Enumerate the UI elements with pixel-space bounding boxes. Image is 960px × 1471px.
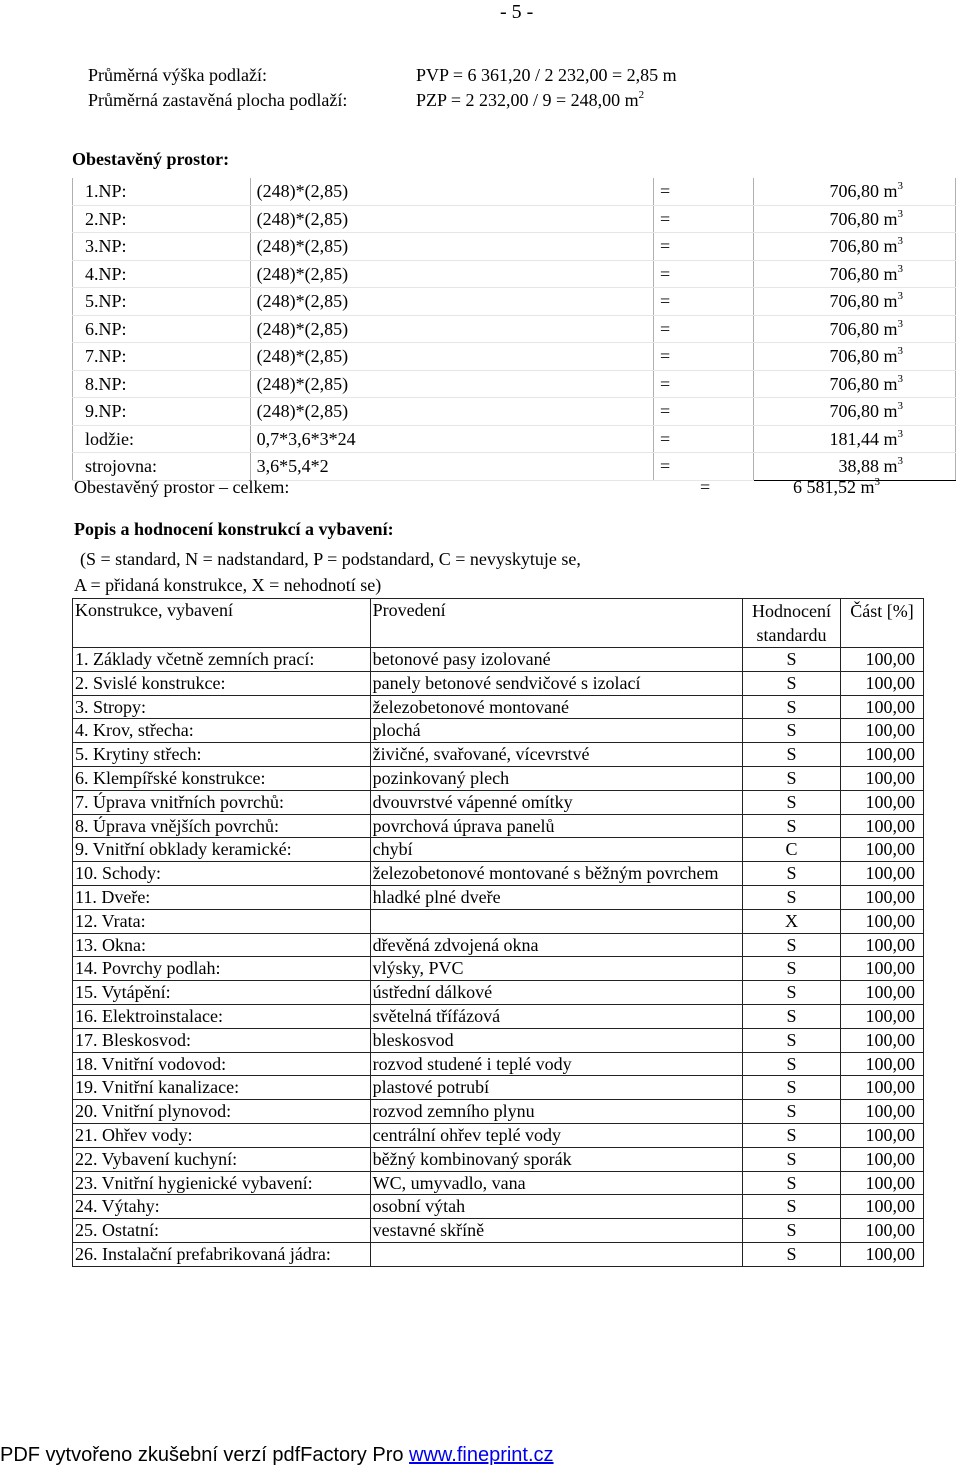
construction-rating: S <box>743 1123 841 1147</box>
construction-row <box>73 909 924 933</box>
construction-rating: S <box>743 671 841 695</box>
volume-row-name: lodžie: <box>73 425 251 453</box>
construction-share: 100,00 <box>841 1076 924 1100</box>
construction-share: 100,00 <box>841 1028 924 1052</box>
construction-share: 100,00 <box>841 695 924 719</box>
volume-row-name: 5.NP: <box>73 288 251 316</box>
construction-item: 26. Instalační prefabrikovaná jádra: <box>73 1242 371 1266</box>
volume-row-formula: (248)*(2,85) <box>250 398 653 426</box>
construction-rating: S <box>743 1242 841 1266</box>
construction-share: 100,00 <box>841 1123 924 1147</box>
volume-row-formula: (248)*(2,85) <box>250 205 653 233</box>
construction-rating: S <box>743 695 841 719</box>
volume-row-eq: = <box>653 205 753 233</box>
construction-rating: S <box>743 648 841 672</box>
volume-row-formula: (248)*(2,85) <box>250 288 653 316</box>
avg-area-label: Průměrná zastavěná plocha podlaží: <box>88 90 348 110</box>
construction-item: 7. Úprava vnitřních povrchů: <box>73 790 371 814</box>
volume-row-value: 706,80 $m^3$ <box>754 398 956 426</box>
construction-row <box>73 1147 924 1171</box>
volume-total-label: Obestavěný prostor – celkem: <box>74 477 290 497</box>
volume-row-name: 6.NP: <box>73 315 251 343</box>
volume-row-value: 706,80 $m^3$ <box>754 260 956 288</box>
construction-share: 100,00 <box>841 790 924 814</box>
construction-execution <box>370 909 742 933</box>
volume-row-name: 8.NP: <box>73 370 251 398</box>
construction-rating: S <box>743 1004 841 1028</box>
construction-row <box>73 695 924 719</box>
construction-share: 100,00 <box>841 981 924 1005</box>
construction-rating: S <box>743 1052 841 1076</box>
construction-row <box>73 1004 924 1028</box>
construction-execution: plochá <box>370 719 742 743</box>
construction-item: 25. Ostatní: <box>73 1219 371 1243</box>
construction-share: 100,00 <box>841 719 924 743</box>
construction-legend-1: (S = standard, N = nadstandard, P = podstandard, C = nevyskytuje se, <box>80 549 581 569</box>
construction-execution: plastové potrubí <box>370 1076 742 1100</box>
volume-row-eq: = <box>653 178 753 205</box>
volume-row <box>73 288 956 316</box>
volume-row-formula: (248)*(2,85) <box>250 315 653 343</box>
volume-row-value: 706,80 $m^3$ <box>754 288 956 316</box>
volume-row-name: 9.NP: <box>73 398 251 426</box>
volume-row <box>73 178 956 205</box>
volume-row-value: 706,80 $m^3$ <box>754 205 956 233</box>
construction-row <box>73 1100 924 1124</box>
construction-heading: Popis a hodnocení konstrukcí a vybavení: <box>74 519 394 539</box>
construction-row <box>73 766 924 790</box>
construction-execution: rozvod studené i teplé vody <box>370 1052 742 1076</box>
construction-item: 16. Elektroinstalace: <box>73 1004 371 1028</box>
construction-item: 2. Svislé konstrukce: <box>73 671 371 695</box>
footer-link[interactable]: www.fineprint.cz <box>409 1444 554 1466</box>
construction-rating: S <box>743 719 841 743</box>
construction-execution: dvouvrstvé vápenné omítky <box>370 790 742 814</box>
volume-row-eq: = <box>653 343 753 371</box>
construction-rating: S <box>743 862 841 886</box>
construction-rating: X <box>743 909 841 933</box>
volume-heading: Obestavěný prostor: <box>72 149 230 169</box>
construction-rating: S <box>743 957 841 981</box>
construction-share: 100,00 <box>841 909 924 933</box>
construction-item: 13. Okna: <box>73 933 371 957</box>
construction-execution: běžný kombinovaný sporák <box>370 1147 742 1171</box>
construction-execution: živičné, svařované, vícevrstvé <box>370 743 742 767</box>
construction-share: 100,00 <box>841 743 924 767</box>
construction-item: 10. Schody: <box>73 862 371 886</box>
avg-height-formula: PVP = 6 361,20 / 2 232,00 = 2,85 m <box>416 65 677 85</box>
construction-execution: bleskosvod <box>370 1028 742 1052</box>
header-share: Část [%] <box>841 599 924 648</box>
avg-area-formula: PZP = 2 232,00 / 9 = 248,00 $m^2$ <box>416 89 645 110</box>
construction-execution: železobetonové montované <box>370 695 742 719</box>
volume-row-formula: 3,6*5,4*2 <box>250 453 653 481</box>
header-construction: Konstrukce, vybavení <box>73 599 371 648</box>
volume-row-eq: = <box>653 425 753 453</box>
volume-row-formula: (248)*(2,85) <box>250 370 653 398</box>
construction-row <box>73 1123 924 1147</box>
construction-legend-2: A = přidaná konstrukce, X = nehodnotí se) <box>74 575 382 595</box>
volume-row <box>73 453 956 481</box>
construction-execution: povrchová úprava panelů <box>370 814 742 838</box>
construction-share: 100,00 <box>841 885 924 909</box>
construction-row <box>73 957 924 981</box>
construction-item: 8. Úprava vnějších povrchů: <box>73 814 371 838</box>
construction-table <box>72 598 924 1267</box>
volume-total-value: 6 581,52 $m^3$ <box>793 476 881 497</box>
volume-row-name: 1.NP: <box>73 178 251 205</box>
volume-row <box>73 205 956 233</box>
construction-rating: S <box>743 1195 841 1219</box>
construction-rating: S <box>743 1171 841 1195</box>
volume-row-value: 181,44 $m^3$ <box>754 425 956 453</box>
volume-row-name: 3.NP: <box>73 233 251 261</box>
construction-execution: světelná třífázová <box>370 1004 742 1028</box>
volume-row <box>73 398 956 426</box>
construction-execution: osobní výtah <box>370 1195 742 1219</box>
volume-row-eq: = <box>653 233 753 261</box>
construction-row <box>73 838 924 862</box>
construction-rating: S <box>743 1100 841 1124</box>
construction-share: 100,00 <box>841 814 924 838</box>
construction-rating: S <box>743 743 841 767</box>
construction-execution: rozvod zemního plynu <box>370 1100 742 1124</box>
construction-share: 100,00 <box>841 838 924 862</box>
volume-row-eq: = <box>653 288 753 316</box>
construction-rating: S <box>743 885 841 909</box>
construction-item: 23. Vnitřní hygienické vybavení: <box>73 1171 371 1195</box>
volume-total-eq: = <box>700 477 711 497</box>
construction-item: 14. Povrchy podlah: <box>73 957 371 981</box>
construction-execution: železobetonové montované s běžným povrchem <box>370 862 742 886</box>
construction-share: 100,00 <box>841 957 924 981</box>
construction-row <box>73 648 924 672</box>
construction-rating: S <box>743 981 841 1005</box>
volume-row-name: 7.NP: <box>73 343 251 371</box>
construction-execution: centrální ohřev teplé vody <box>370 1123 742 1147</box>
construction-share: 100,00 <box>841 933 924 957</box>
construction-rating: S <box>743 1028 841 1052</box>
construction-row <box>73 1242 924 1266</box>
volume-row-name: 2.NP: <box>73 205 251 233</box>
volume-row-formula: (248)*(2,85) <box>250 178 653 205</box>
construction-rating: S <box>743 1076 841 1100</box>
construction-item: 21. Ohřev vody: <box>73 1123 371 1147</box>
construction-item: 11. Dveře: <box>73 885 371 909</box>
volume-row-value: 706,80 $m^3$ <box>754 315 956 343</box>
construction-row <box>73 1052 924 1076</box>
construction-execution: WC, umyvadlo, vana <box>370 1171 742 1195</box>
construction-execution: hladké plné dveře <box>370 885 742 909</box>
construction-item: 17. Bleskosvod: <box>73 1028 371 1052</box>
construction-execution: vestavné skříně <box>370 1219 742 1243</box>
construction-execution: chybí <box>370 838 742 862</box>
construction-row <box>73 933 924 957</box>
construction-rating: S <box>743 1219 841 1243</box>
construction-execution: pozinkovaný plech <box>370 766 742 790</box>
volume-row-value: 706,80 $m^3$ <box>754 343 956 371</box>
volume-row-eq: = <box>653 370 753 398</box>
volume-row <box>73 425 956 453</box>
header-execution: Provedení <box>370 599 742 648</box>
construction-share: 100,00 <box>841 671 924 695</box>
volume-row-value: 706,80 $m^3$ <box>754 178 956 205</box>
header-rating: Hodnocení standardu <box>743 599 841 648</box>
construction-rating: S <box>743 933 841 957</box>
construction-header-row <box>73 599 924 648</box>
construction-share: 100,00 <box>841 1171 924 1195</box>
construction-item: 4. Krov, střecha: <box>73 719 371 743</box>
construction-row <box>73 671 924 695</box>
construction-share: 100,00 <box>841 1004 924 1028</box>
construction-row <box>73 981 924 1005</box>
construction-rating: C <box>743 838 841 862</box>
construction-item: 1. Základy včetně zemních prací: <box>73 648 371 672</box>
volume-row-name: 4.NP: <box>73 260 251 288</box>
construction-row <box>73 743 924 767</box>
construction-rating: S <box>743 766 841 790</box>
volume-row-name: strojovna: <box>73 453 251 481</box>
avg-height-label: Průměrná výška podlaží: <box>88 65 267 85</box>
volume-row-formula: 0,7*3,6*3*24 <box>250 425 653 453</box>
construction-row <box>73 1028 924 1052</box>
construction-rating: S <box>743 1147 841 1171</box>
volume-row-formula: (248)*(2,85) <box>250 233 653 261</box>
construction-row <box>73 1219 924 1243</box>
construction-item: 6. Klempířské konstrukce: <box>73 766 371 790</box>
volume-row <box>73 343 956 371</box>
construction-row <box>73 1076 924 1100</box>
construction-share: 100,00 <box>841 862 924 886</box>
construction-item: 24. Výtahy: <box>73 1195 371 1219</box>
construction-share: 100,00 <box>841 1052 924 1076</box>
construction-execution: betonové pasy izolované <box>370 648 742 672</box>
construction-execution: vlýsky, PVC <box>370 957 742 981</box>
volume-row-eq: = <box>653 453 753 481</box>
construction-item: 12. Vrata: <box>73 909 371 933</box>
volume-row <box>73 370 956 398</box>
construction-item: 18. Vnitřní vodovod: <box>73 1052 371 1076</box>
construction-item: 3. Stropy: <box>73 695 371 719</box>
volume-row-value: 38,88 $m^3$ <box>754 453 956 481</box>
construction-share: 100,00 <box>841 1242 924 1266</box>
construction-item: 20. Vnitřní plynovod: <box>73 1100 371 1124</box>
construction-item: 22. Vybavení kuchyní: <box>73 1147 371 1171</box>
volume-row-eq: = <box>653 398 753 426</box>
construction-share: 100,00 <box>841 766 924 790</box>
volume-row-eq: = <box>653 260 753 288</box>
construction-share: 100,00 <box>841 1100 924 1124</box>
footer: PDF vytvořeno zkušební verzí pdfFactory Pro www.fineprint.cz <box>0 1444 554 1466</box>
construction-execution: panely betonové sendvičové s izolací <box>370 671 742 695</box>
volume-row-value: 706,80 $m^3$ <box>754 370 956 398</box>
construction-item: 9. Vnitřní obklady keramické: <box>73 838 371 862</box>
volume-row <box>73 233 956 261</box>
volume-row-value: 706,80 $m^3$ <box>754 233 956 261</box>
construction-row <box>73 1171 924 1195</box>
construction-share: 100,00 <box>841 1219 924 1243</box>
construction-share: 100,00 <box>841 648 924 672</box>
construction-share: 100,00 <box>841 1195 924 1219</box>
construction-item: 15. Vytápění: <box>73 981 371 1005</box>
construction-rating: S <box>743 790 841 814</box>
page-number: - 5 - <box>500 1 534 23</box>
construction-row <box>73 1195 924 1219</box>
construction-row <box>73 814 924 838</box>
volume-row <box>73 260 956 288</box>
volume-row-formula: (248)*(2,85) <box>250 260 653 288</box>
construction-row <box>73 885 924 909</box>
construction-execution <box>370 1242 742 1266</box>
construction-item: 5. Krytiny střech: <box>73 743 371 767</box>
volume-row <box>73 315 956 343</box>
construction-rating: S <box>743 814 841 838</box>
construction-share: 100,00 <box>841 1147 924 1171</box>
construction-item: 19. Vnitřní kanalizace: <box>73 1076 371 1100</box>
construction-row <box>73 790 924 814</box>
construction-row <box>73 862 924 886</box>
volume-table <box>72 178 956 481</box>
construction-row <box>73 719 924 743</box>
volume-row-eq: = <box>653 315 753 343</box>
construction-execution: ústřední dálkové <box>370 981 742 1005</box>
volume-row-formula: (248)*(2,85) <box>250 343 653 371</box>
construction-execution: dřevěná zdvojená okna <box>370 933 742 957</box>
